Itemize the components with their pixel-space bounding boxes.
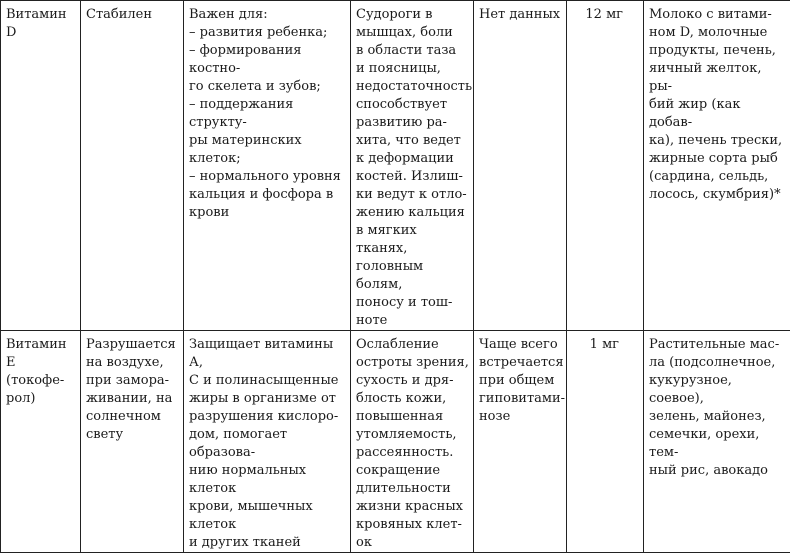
deficiency-symptoms-cell: Судороги в мышцах, боли в области таза и поясницы, недостаточность способствует развитию ра- хита, что ведет к деформации костей. Излиш- ки ведут к отло- жению кальция в мягких тканях, головным болям, поносу и тош- ноте (351, 1, 474, 331)
table-row (1, 1, 790, 331)
importance-cell: Защищает витамины А, С и полинасыщенные жиры в организме от разрушения кислоро- дом, помогает образова- нию нормальных клеток крови, мышечных клеток и других тканей (184, 331, 351, 553)
importance-cell: Важен для: – развития ребенка; – формирования костно- го скелета и зубов; – поддержания структу- ры материнских клеток; – нормального уровня кальция и фосфора в крови (184, 1, 351, 331)
dose-cell: 12 мг (567, 1, 644, 331)
dose-cell: 1 мг (567, 331, 644, 553)
stability-cell: Разрушается на воздухе, при замора- живании, на солнечном свету (81, 331, 184, 553)
occurrence-cell: Чаще всего встречается при общем гиповитами- нозе (474, 331, 567, 553)
table-row (1, 331, 790, 553)
occurrence-cell: Нет данных (474, 1, 567, 331)
vitamin-name-cell: Витамин D (1, 1, 81, 331)
stability-cell: Стабилен (81, 1, 184, 331)
food-sources-cell: Растительные мас- ла (подсолнечное, кукурузное, соевое), зелень, майонез, семечки, орехи, тем- ный рис, авокадо (644, 331, 790, 553)
vitamin-name-cell: Витамин E (токофе- рол) (1, 331, 81, 553)
food-sources-cell: Молоко с витами- ном D, молочные продукты, печень, яичный желток, ры- бий жир (как добав- ка), печень трески, жирные сорта рыб (сардина, сельдь, лосось, скумбрия)* (644, 1, 790, 331)
deficiency-symptoms-cell: Ослабление остроты зрения, сухость и дря- блость кожи, повышенная утомляемость, рассеянность. сокращение длительности жизни красных кровяных клет- ок (351, 331, 474, 553)
